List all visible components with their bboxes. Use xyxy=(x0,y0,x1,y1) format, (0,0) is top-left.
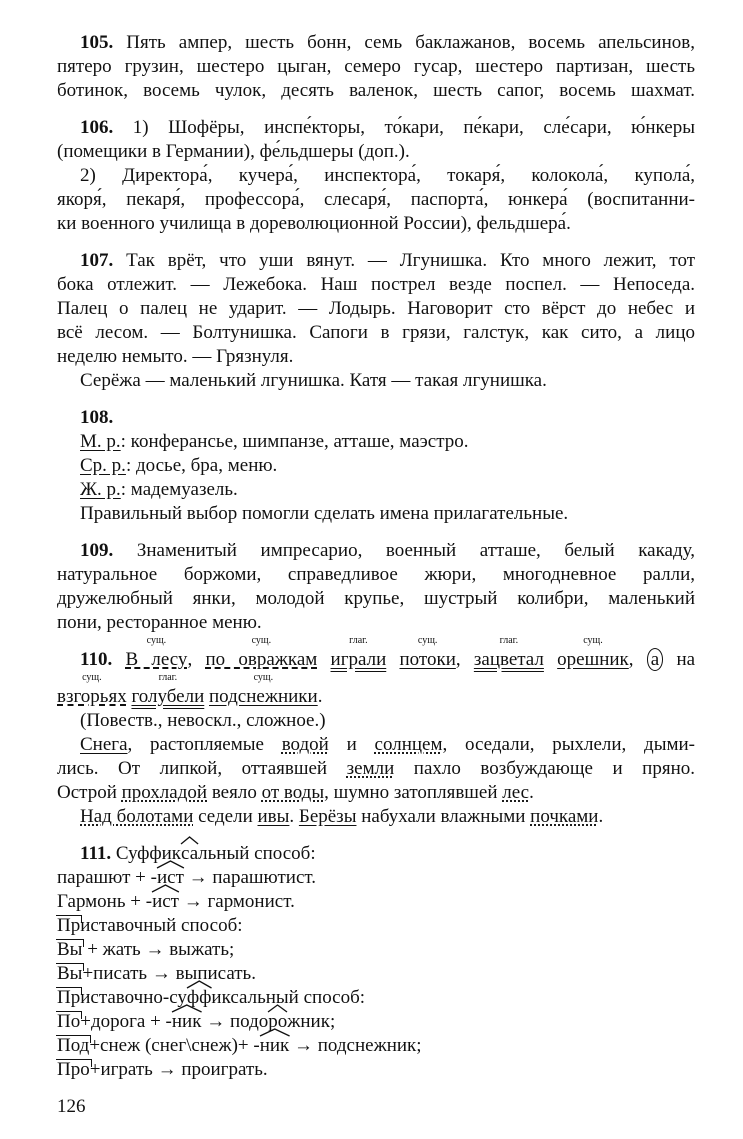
text-segment: 2) Директора́, кучера́, инспектора́, токаря́, колокола́, купола́, xyxy=(80,165,695,186)
text-line xyxy=(57,842,695,866)
text-segment: (Повеств., невоскл., сложное.) xyxy=(80,710,326,731)
exercise-number: 109. xyxy=(80,540,114,561)
text-line xyxy=(57,563,695,587)
text-line xyxy=(57,478,695,502)
underlined-word: прохладой xyxy=(121,782,208,803)
text-line xyxy=(57,345,695,369)
text-segment: , xyxy=(455,649,474,670)
text-segment: иксальный способ: xyxy=(211,987,366,1008)
text-segment: Так врёт, что уши вянут. — Лгунишка. Кто много лежит, тот xyxy=(113,250,695,271)
text-segment: веяло xyxy=(207,782,262,803)
text-line xyxy=(57,962,695,986)
underlined-word: потоки сущ. xyxy=(399,635,456,670)
text-line xyxy=(57,781,695,805)
page-content xyxy=(57,31,695,1119)
text-line xyxy=(57,140,695,164)
underlined-word: по овражкам сущ. xyxy=(205,635,318,670)
text-segment: Палец о палец не ударит. — Лодырь. Наговорит сто вёрст до небес и xyxy=(57,298,695,319)
text-line xyxy=(57,587,695,611)
exercise-section xyxy=(57,31,695,103)
text-segment: якоря́, пекаря́, профессора́, слесаря́, паспорта́, юнкера́ (воспитанни- xyxy=(57,189,695,210)
underlined-word: орешник сущ. xyxy=(557,635,629,670)
text-segment: → подо xyxy=(201,1011,269,1032)
text-segment: . xyxy=(317,686,323,707)
text-line xyxy=(57,454,695,478)
text-segment: иставочно-су xyxy=(80,987,187,1008)
underlined-word: солнцем xyxy=(374,734,443,755)
text-segment: седели xyxy=(193,806,258,827)
text-line xyxy=(57,79,695,103)
text-line xyxy=(57,805,695,829)
text-line xyxy=(57,709,695,733)
text-line xyxy=(57,672,695,709)
underlined-word: В лесу сущ. xyxy=(125,635,188,670)
text-segment: +играть → проиграть. xyxy=(89,1059,268,1080)
root-morpheme: ро xyxy=(268,1010,287,1034)
underlined-word: почками xyxy=(530,806,599,827)
text-segment: 1) Шофёры, инспе́кторы, то́кари, пе́кари, сле́сари, ю́нкеры xyxy=(113,117,695,138)
prefix-morpheme: Пр xyxy=(57,987,81,1008)
exercise-section xyxy=(57,249,695,393)
underlined-word: земли xyxy=(346,758,395,779)
text-segment: Гармонь + - xyxy=(57,891,153,912)
text-line xyxy=(57,212,695,236)
suffix-morpheme: ист xyxy=(157,866,184,890)
text-line xyxy=(57,188,695,212)
text-segment: : мадемуазель. xyxy=(120,479,238,500)
text-line xyxy=(57,249,695,273)
exercise-section xyxy=(57,116,695,236)
document-page xyxy=(57,31,695,1082)
text-segment: Суффик xyxy=(111,843,182,864)
exercise-number: 105. xyxy=(80,32,114,53)
underlined-word: водой xyxy=(281,734,329,755)
text-segment: . xyxy=(598,806,604,827)
text-line xyxy=(57,502,695,526)
text-segment: , растопляемые xyxy=(127,734,282,755)
text-segment: : досье, бра, меню. xyxy=(125,455,278,476)
exercise-section xyxy=(57,539,695,635)
text-segment xyxy=(112,649,125,670)
text-line xyxy=(57,297,695,321)
text-segment: натуральное боржоми, справедливое жюри, многодневное ралли, xyxy=(57,564,695,585)
part-of-speech-label: сущ. xyxy=(146,635,167,646)
prefix-morpheme: Вы xyxy=(57,939,83,960)
text-segment: +дорога + - xyxy=(80,1011,172,1032)
text-segment: всё лесом. — Болтунишка. Сапоги в грязи, галстук, как сито, а лицо xyxy=(57,322,695,343)
underlined-word: зацветал глаг. xyxy=(473,635,544,670)
part-of-speech-label: сущ. xyxy=(583,635,603,646)
part-of-speech-label: глаг. xyxy=(158,672,178,683)
text-segment: +снеж (снег\снеж)+ - xyxy=(89,1035,260,1056)
text-segment: ботинок, восемь чулок, десять валенок, шесть сапог, восемь шахмат. xyxy=(57,80,695,101)
suffix-morpheme: ник xyxy=(260,1034,290,1058)
text-segment: лись. От липкой, оттаявшей xyxy=(57,758,347,779)
text-segment xyxy=(544,649,557,670)
text-line xyxy=(57,635,696,672)
page-number: 126 xyxy=(57,1096,86,1117)
text-segment: , оседали, рыхлели, дыми- xyxy=(442,734,696,755)
text-segment: парашют + - xyxy=(57,867,157,888)
circled-conjunction: а xyxy=(647,648,663,671)
text-segment: → подснежник; xyxy=(289,1035,422,1056)
text-segment: . xyxy=(289,806,299,827)
exercise-number: 108. xyxy=(80,407,114,428)
text-segment: : конферансье, шимпанзе, атташе, маэстро. xyxy=(120,431,469,452)
part-of-speech-label: сущ. xyxy=(82,672,102,683)
underlined-word: Снега xyxy=(80,734,128,755)
exercise-section xyxy=(57,842,695,1082)
underlined-word: играли глаг. xyxy=(330,635,387,670)
text-line xyxy=(57,273,695,297)
text-segment: набухали влажными xyxy=(356,806,531,827)
text-segment: Пять ампер, шесть бонн, семь баклажанов, восемь апельсинов, xyxy=(113,32,695,53)
text-segment: Знаменитый импресарио, военный атташе, белый какаду, xyxy=(113,540,695,561)
underlined-word: Над болотами xyxy=(80,806,194,827)
part-of-speech-label: глаг. xyxy=(349,635,368,646)
text-segment: +писать → выписать. xyxy=(82,963,256,984)
text-segment: на xyxy=(663,649,696,670)
underlined-word: от воды xyxy=(261,782,325,803)
underlined-word: ивы xyxy=(257,806,290,827)
text-segment: льный способ: xyxy=(198,843,316,864)
text-line xyxy=(57,164,695,188)
text-line xyxy=(57,116,695,140)
text-segment: Острой xyxy=(57,782,122,803)
underlined-word: Берёзы xyxy=(298,806,357,827)
prefix-morpheme: По xyxy=(57,1011,81,1032)
text-segment xyxy=(386,649,399,670)
text-segment: дружелюбный янки, молодой крупье, шустрый колибри, маленький xyxy=(57,588,695,609)
text-segment: неделю немыто. — Грязнуля. xyxy=(57,346,294,367)
exercise-number: 106. xyxy=(80,117,114,138)
text-line xyxy=(57,369,695,393)
underlined-word: Ср. р. xyxy=(80,455,126,476)
text-segment: иставочный способ: xyxy=(80,915,243,936)
part-of-speech-label: глаг. xyxy=(499,635,519,646)
text-segment: Серёжа — маленький лгунишка. Катя — такая лгунишка. xyxy=(80,370,547,391)
text-line xyxy=(57,539,695,563)
suffix-morpheme: ист xyxy=(152,890,179,914)
underlined-word: Ж. р. xyxy=(80,479,121,500)
part-of-speech-label: сущ. xyxy=(251,635,272,646)
part-of-speech-label: сущ. xyxy=(417,635,438,646)
text-line xyxy=(57,611,695,635)
text-line xyxy=(57,406,695,430)
prefix-morpheme: Про xyxy=(57,1059,90,1080)
text-segment: Правильный выбор помогли сделать имена прилагательные. xyxy=(80,503,569,524)
exercise-number: 111. xyxy=(80,843,112,864)
text-segment: → парашютист. xyxy=(183,867,317,888)
part-of-speech-label: сущ. xyxy=(253,672,274,683)
text-line xyxy=(57,890,695,914)
exercise-section xyxy=(57,406,695,526)
text-line xyxy=(57,1010,695,1034)
text-segment: пони, ресторанное меню. xyxy=(57,612,262,633)
prefix-morpheme: Пр xyxy=(57,915,81,936)
text-segment: бока отлежит. — Лежебока. Наш пострел везде поспел. — Непоседа. xyxy=(57,274,695,295)
exercise-number: 110. xyxy=(80,649,113,670)
exercise-section xyxy=(57,635,696,829)
root-morpheme: фф xyxy=(187,986,212,1010)
text-segment: (помещики в Германии), фе́льдшеры (доп.). xyxy=(57,141,410,162)
prefix-morpheme: Под xyxy=(57,1035,90,1056)
text-line xyxy=(57,986,695,1010)
text-segment: , xyxy=(628,649,647,670)
text-segment: ки военного училища в дореволюционной России), фельдшера́. xyxy=(57,213,571,234)
text-segment xyxy=(317,649,330,670)
underlined-word: М. р. xyxy=(80,431,121,452)
underlined-word: подснежники сущ. xyxy=(209,672,318,707)
text-segment: , xyxy=(187,649,206,670)
text-segment: → гармонист. xyxy=(178,891,295,912)
text-line xyxy=(57,55,695,79)
text-line xyxy=(57,914,695,938)
text-segment: , шумно затоплявшей xyxy=(324,782,503,803)
text-segment: и xyxy=(328,734,375,755)
text-line xyxy=(57,938,695,962)
text-segment: пахло возбуждающе и пряно. xyxy=(394,758,695,779)
underlined-word: взгорьях сущ. xyxy=(57,672,127,707)
text-line xyxy=(57,733,695,757)
exercise-number: 107. xyxy=(80,250,114,271)
text-line xyxy=(57,1034,695,1058)
text-line xyxy=(57,1058,695,1082)
text-segment: жник; xyxy=(287,1011,336,1032)
text-segment: пятеро грузин, шестеро цыган, семеро гусар, шестеро партизан, шесть xyxy=(57,56,695,77)
text-line xyxy=(57,321,695,345)
suffix-morpheme: ник xyxy=(172,1010,202,1034)
text-line xyxy=(57,757,695,781)
prefix-morpheme: Вы xyxy=(57,963,83,984)
underlined-word: лес xyxy=(502,782,530,803)
underlined-word: голубели глаг. xyxy=(131,672,205,707)
text-line xyxy=(57,31,695,55)
root-morpheme: са xyxy=(181,842,198,866)
text-line xyxy=(57,430,695,454)
text-segment: + жать → выжать; xyxy=(82,939,235,960)
text-segment: . xyxy=(529,782,534,803)
